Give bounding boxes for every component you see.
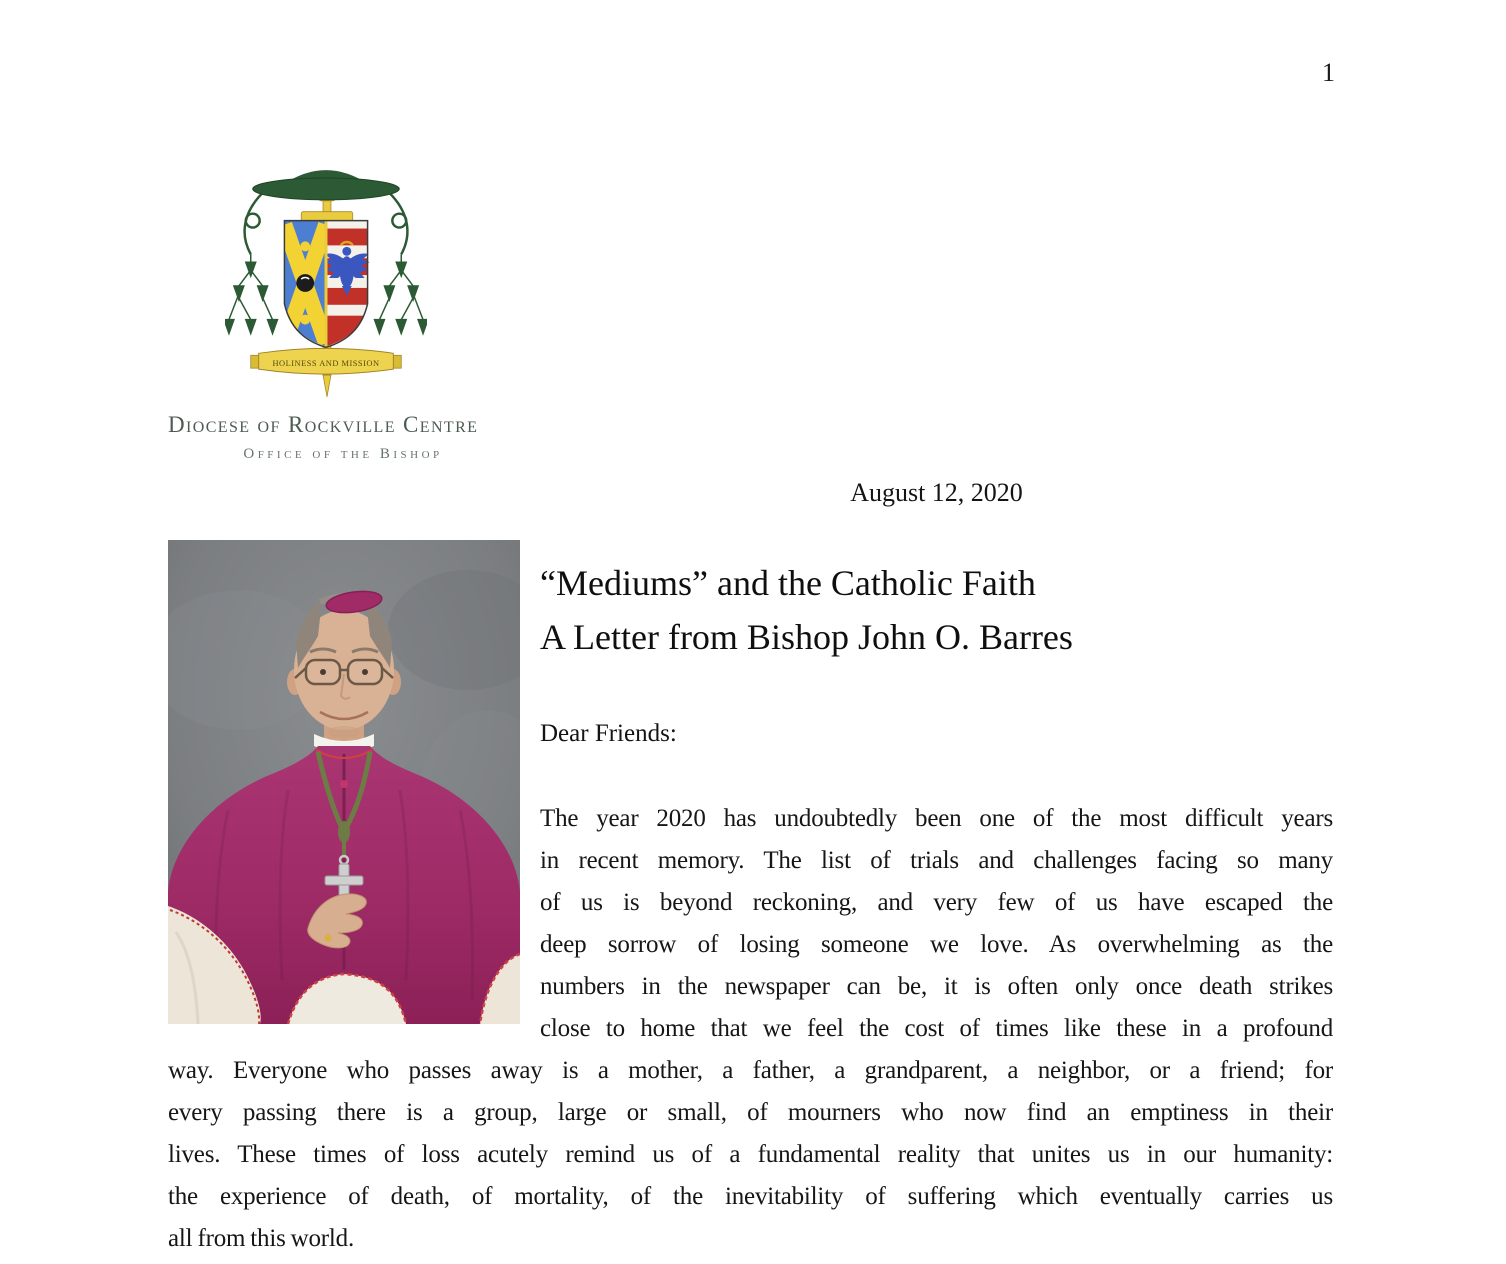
letter-body-line: lives. These times of loss acutely remind us of a fundamental reality that unites us in our humanity: — [168, 1141, 1333, 1168]
letter-body-line: close to home that we feel the cost of times like these in a profound — [540, 1015, 1333, 1042]
letter-title — [540, 556, 1340, 664]
letter-body-line: the experience of death, of mortality, of the inevitability of suffering which eventually carries us — [168, 1183, 1333, 1210]
letter-body-line: in recent memory. The list of trials and challenges facing so many — [540, 847, 1333, 874]
letter-body-line: numbers in the newspaper can be, it is often only once death strikes — [540, 973, 1333, 1000]
coat-of-arms-icon — [225, 158, 427, 408]
letter-title-line2: A Letter from Bishop John O. Barres — [540, 617, 1073, 657]
letter-body-line: deep sorrow of losing someone we love. As overwhelming as the — [540, 931, 1333, 958]
org-name: Diocese of Rockville Centre — [168, 412, 479, 437]
org-office: Office of the Bishop — [243, 446, 443, 462]
letter-body-line: way. Everyone who passes away is a mother, a father, a grandparent, a neighbor, or a friend; for — [168, 1057, 1333, 1084]
letter-body-line: The year 2020 has undoubtedly been one of the most difficult years — [540, 805, 1333, 832]
letter-body-line: of us is beyond reckoning, and very few of us have escaped the — [540, 889, 1333, 916]
letter-salutation: Dear Friends: — [540, 720, 677, 747]
letter-title-line1: “Mediums” and the Catholic Faith — [540, 563, 1036, 603]
diocese-coat-of-arms — [225, 158, 427, 408]
letter-body-line: every passing there is a group, large or small, of mourners who now find an emptiness in their — [168, 1099, 1333, 1126]
letter-body — [168, 798, 1333, 1260]
letter-date: August 12, 2020 — [850, 478, 1023, 507]
letter-body-line: all from this world. — [168, 1225, 355, 1252]
crest-motto: HOLINESS AND MISSION — [272, 359, 380, 369]
page-number: 1 — [1322, 58, 1335, 87]
